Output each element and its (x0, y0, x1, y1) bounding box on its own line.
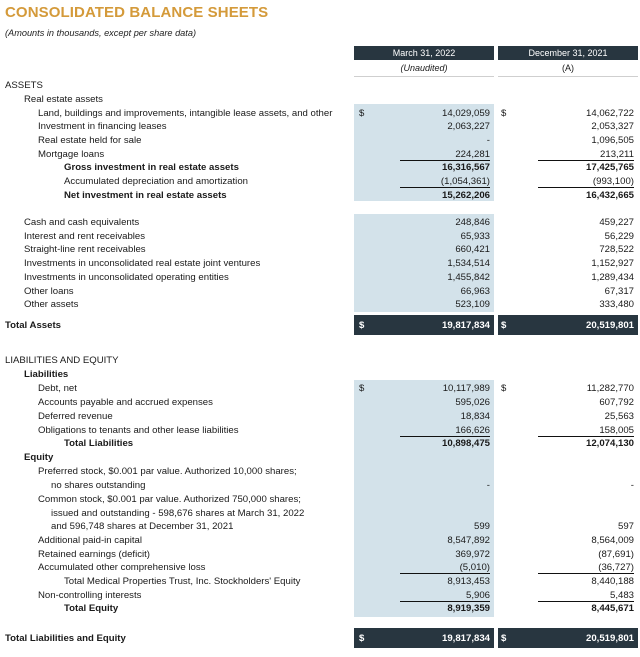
equity-subheading: Equity (24, 452, 54, 463)
real-estate-heading-row (0, 93, 640, 106)
row-label: issued and outstanding - 598,676 shares at March 31, 2022 (51, 508, 305, 519)
value-2022: 15,262,206 (441, 190, 490, 201)
total-assets-2021: 20,519,801 (585, 320, 634, 331)
value-2021: 597 (617, 521, 634, 532)
common-stock-row-3 (0, 520, 640, 533)
value-2022: 66,963 (460, 286, 490, 297)
value-2021: 25,563 (604, 411, 634, 422)
dollar-sign: $ (359, 633, 365, 644)
value-2022: 660,421 (455, 244, 490, 255)
value-2021: 5,483 (609, 590, 634, 601)
table-row (0, 285, 640, 298)
table-row (0, 437, 640, 450)
row-label: Investments in unconsolidated real estate joint ventures (24, 258, 261, 269)
total-liab-equity-row (0, 632, 640, 645)
table-row (0, 175, 640, 188)
value-2021: 2,053,327 (591, 121, 634, 132)
value-2022: 8,547,892 (447, 535, 490, 546)
col2-subheader: (A) (562, 63, 574, 73)
col2-header: December 31, 2021 (498, 46, 638, 60)
row-label: Retained earnings (deficit) (38, 549, 150, 560)
value-2021: 1,152,927 (591, 258, 634, 269)
value-2022: - (486, 135, 490, 146)
row-label: Investments in unconsolidated operating entities (24, 272, 229, 283)
table-row (0, 243, 640, 256)
real-estate-heading: Real estate assets (24, 94, 103, 105)
subtotal-rule (400, 573, 490, 574)
table-row (0, 575, 640, 588)
preferred-stock-row-2 (0, 479, 640, 492)
row-label: Accumulated other comprehensive loss (38, 562, 206, 573)
value-2022: 10,117,989 (442, 383, 490, 394)
value-2022: 599 (473, 521, 490, 532)
total-assets-row (0, 319, 640, 332)
row-label: and 596,748 shares at December 31, 2021 (51, 521, 234, 532)
value-2021: 16,432,665 (585, 190, 634, 201)
table-row (0, 298, 640, 311)
row-label: Accumulated depreciation and amortization (64, 176, 248, 187)
value-2021: 158,005 (599, 425, 634, 436)
value-2022: 224,281 (455, 149, 490, 160)
total-liab-equity-label: Total Liabilities and Equity (5, 633, 126, 644)
value-2021: 67,317 (604, 286, 634, 297)
value-2021: 1,289,434 (591, 272, 634, 283)
col1-subheader: (Unaudited) (400, 63, 448, 73)
row-label: Total Liabilities (64, 438, 134, 449)
row-label: Land, buildings and improvements, intangible lease assets, and other (38, 108, 333, 119)
row-label: Additional paid-in capital (38, 535, 142, 546)
value-2022: 16,316,567 (441, 162, 490, 173)
row-label: Debt, net (38, 383, 77, 394)
page-title: CONSOLIDATED BALANCE SHEETS (5, 4, 269, 21)
table-row (0, 548, 640, 561)
value-2021: 728,522 (599, 244, 634, 255)
equity-subheading-row (0, 451, 640, 464)
value-2021: 11,282,770 (586, 383, 634, 394)
liabilities-subheading: Liabilities (24, 369, 69, 380)
value-2021: 213,211 (600, 149, 634, 160)
value-2021: 14,062,722 (585, 108, 634, 119)
value-2021: (87,691) (598, 549, 634, 560)
table-row (0, 107, 640, 120)
common-stock-row-2 (0, 507, 640, 520)
value-2022: 369,972 (455, 549, 490, 560)
value-2022: (5,010) (459, 562, 490, 573)
value-2022: 248,846 (455, 217, 490, 228)
value-2021: 333,480 (599, 299, 634, 310)
value-2021: 56,229 (604, 231, 634, 242)
row-label: Gross investment in real estate assets (64, 162, 239, 173)
header-rule-1 (354, 76, 494, 77)
subtotal-rule (538, 573, 634, 574)
table-row (0, 602, 640, 615)
dollar-sign: $ (359, 108, 365, 119)
row-label: Real estate held for sale (38, 135, 142, 146)
row-label: Deferred revenue (38, 411, 113, 422)
liab-heading-row (0, 354, 640, 367)
row-label: Straight-line rent receivables (24, 244, 146, 255)
assets-heading-row (0, 79, 640, 92)
row-label: Accounts payable and accrued expenses (38, 397, 213, 408)
liab-equity-heading: LIABILITIES AND EQUITY (5, 355, 119, 366)
value-2021: 8,440,188 (591, 576, 634, 587)
preferred-stock-row (0, 465, 640, 478)
table-row (0, 382, 640, 395)
col1-header: March 31, 2022 (354, 46, 494, 60)
row-label: Non-controlling interests (38, 590, 142, 601)
row-label: Obligations to tenants and other lease liabilities (38, 425, 239, 436)
value-2021: 8,445,671 (591, 603, 634, 614)
row-label: Total Medical Properties Trust, Inc. Stockholders' Equity (64, 576, 301, 587)
row-label: Interest and rent receivables (24, 231, 146, 242)
dollar-sign: $ (359, 383, 365, 394)
table-row (0, 134, 640, 147)
total-le-2022: 19,817,834 (441, 633, 490, 644)
row-label: Other loans (24, 286, 74, 297)
value-2022: 5,906 (465, 590, 490, 601)
row-label: Cash and cash equivalents (24, 217, 140, 228)
value-2021: 17,425,765 (585, 162, 634, 173)
table-row (0, 534, 640, 547)
row-label: Common stock, $0.001 par value. Authorized 750,000 shares; (38, 494, 301, 505)
value-2022: 595,026 (455, 397, 490, 408)
table-row (0, 148, 640, 161)
row-label: Total Equity (64, 603, 119, 614)
value-2022: 65,933 (460, 231, 490, 242)
value-2022: 1,455,842 (447, 272, 490, 283)
table-row (0, 161, 640, 174)
table-row (0, 257, 640, 270)
value-2022: 1,534,514 (447, 258, 490, 269)
total-le-2021: 20,519,801 (585, 633, 634, 644)
dollar-sign: $ (501, 108, 507, 119)
row-label: Other assets (24, 299, 79, 310)
table-row (0, 230, 640, 243)
value-2021: 12,074,130 (585, 438, 634, 449)
value-2022: 18,834 (460, 411, 490, 422)
table-row (0, 216, 640, 229)
value-2022: 2,063,227 (447, 121, 490, 132)
row-label: Investment in financing leases (38, 121, 167, 132)
common-stock-row (0, 493, 640, 506)
value-2022: 8,919,359 (447, 603, 490, 614)
table-row (0, 410, 640, 423)
value-2021: - (630, 480, 634, 491)
value-2022: 10,898,475 (441, 438, 490, 449)
table-row (0, 189, 640, 202)
subtotal-rule (538, 187, 634, 188)
table-row (0, 424, 640, 437)
subtotal-rule (400, 187, 490, 188)
value-2022: (1,054,361) (440, 176, 490, 187)
dollar-sign: $ (501, 320, 507, 331)
header-rule-2 (498, 76, 638, 77)
value-2022: 8,913,453 (447, 576, 490, 587)
value-2021: 1,096,505 (591, 135, 634, 146)
table-row (0, 271, 640, 284)
total-assets-label: Total Assets (5, 320, 61, 331)
table-row (0, 589, 640, 602)
dollar-sign: $ (501, 383, 507, 394)
liabilities-subheading-row (0, 368, 640, 381)
dollar-sign: $ (501, 633, 507, 644)
value-2021: 459,227 (599, 217, 634, 228)
row-label: Preferred stock, $0.001 par value. Authorized 10,000 shares; (38, 466, 297, 477)
row-label: Mortgage loans (38, 149, 105, 160)
value-2021: (993,100) (592, 176, 634, 187)
value-2021: 8,564,009 (591, 535, 634, 546)
row-label: no shares outstanding (51, 480, 146, 491)
assets-heading: ASSETS (5, 80, 43, 91)
table-row (0, 120, 640, 133)
value-2021: 607,792 (599, 397, 634, 408)
value-2022: 14,029,059 (441, 108, 490, 119)
table-row (0, 561, 640, 574)
page-subtitle: (Amounts in thousands, except per share data) (5, 28, 197, 38)
value-2022: 166,626 (455, 425, 490, 436)
table-row (0, 396, 640, 409)
dollar-sign: $ (359, 320, 365, 331)
row-label: Net investment in real estate assets (64, 190, 227, 201)
value-2022: - (486, 480, 490, 491)
value-2021: (36,727) (598, 562, 634, 573)
value-2022: 523,109 (455, 299, 490, 310)
total-assets-2022: 19,817,834 (441, 320, 490, 331)
